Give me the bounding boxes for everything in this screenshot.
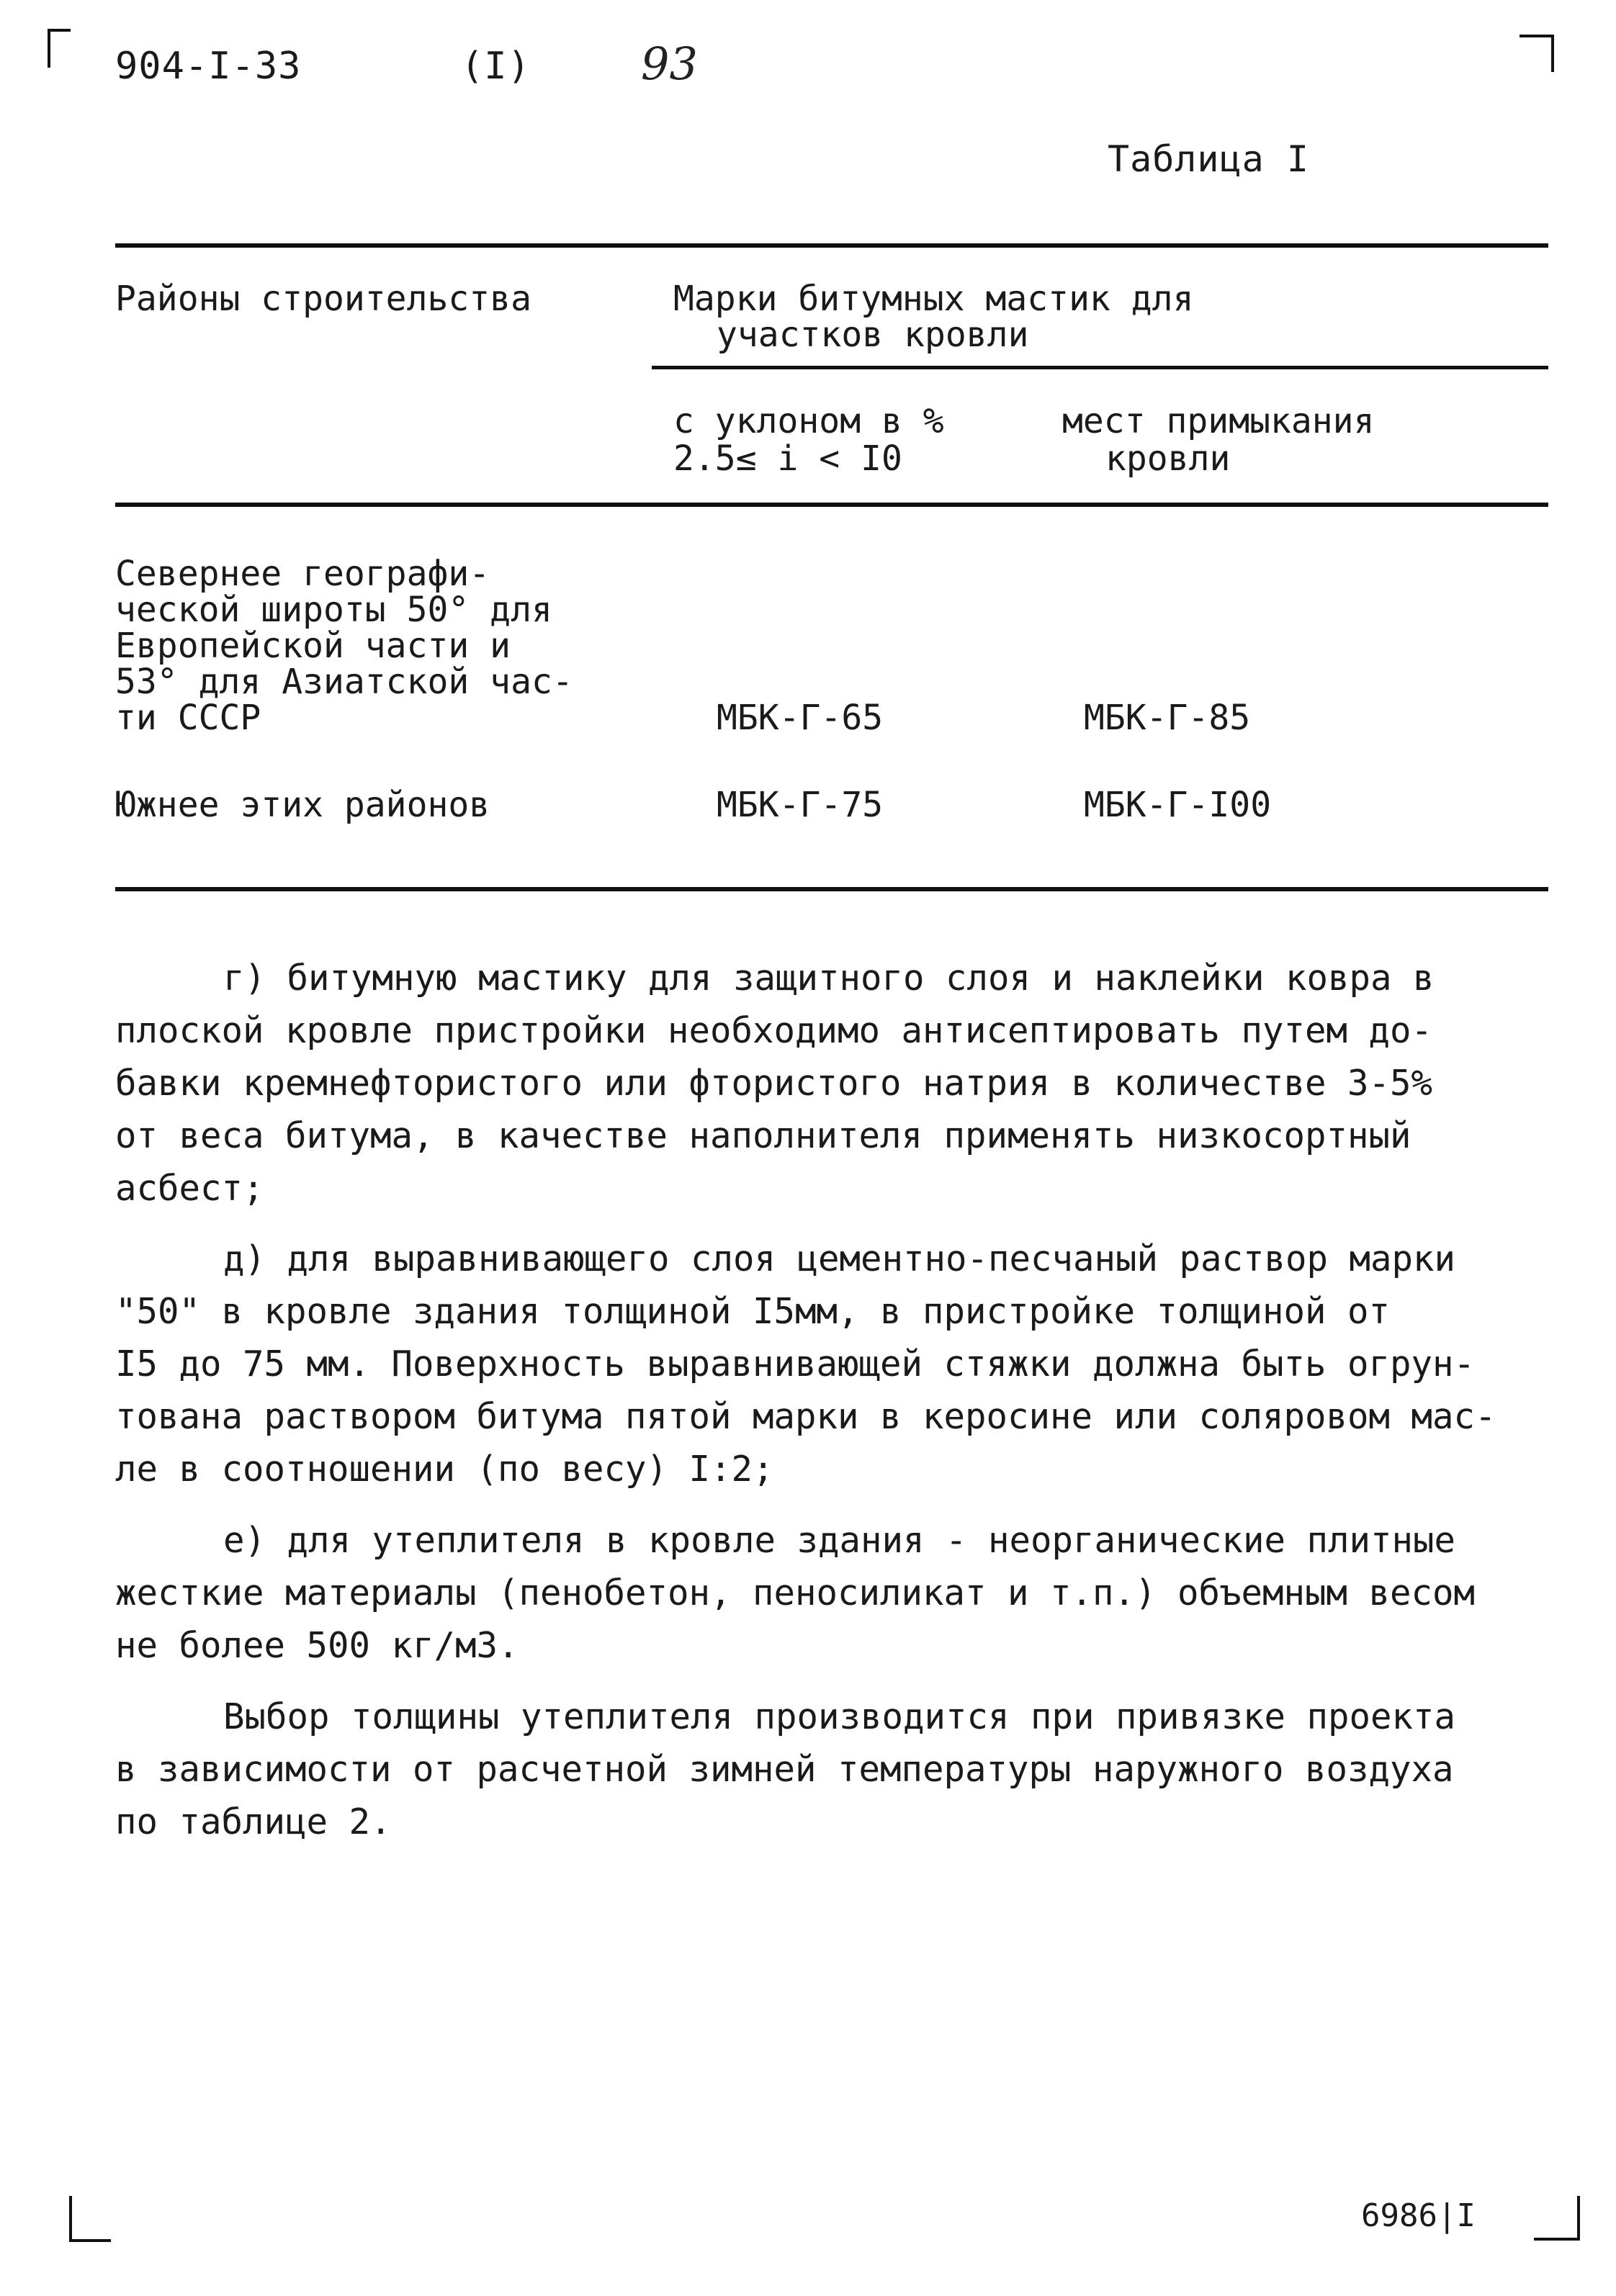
paragraph-line: не более 500 кг/м3. xyxy=(115,1625,519,1666)
paragraph-line: е) для утеплителя в кровле здания - неорганические плитные xyxy=(223,1520,1456,1561)
paragraph-line: г) битумную мастику для защитного слоя и наклейки ковра в xyxy=(223,958,1435,999)
table-top-rule xyxy=(115,243,1548,248)
column-header-slope-line1: с уклоном в % xyxy=(673,401,944,441)
region-line: Севернее географи- xyxy=(115,554,490,594)
header-bottom-rule xyxy=(115,503,1548,507)
paragraph-line: плоской кровле пристройки необходимо антисептировать путем до- xyxy=(115,1010,1433,1051)
column-header-junction-line1: мест примыкания xyxy=(1062,401,1375,441)
column-group-header-line1: Марки битумных мастик для xyxy=(673,279,1194,319)
region-line: ческой широты 50° для xyxy=(115,590,552,630)
paragraph-insulation-thickness xyxy=(115,1691,1541,1848)
column-group-header-line2: участков кровли xyxy=(717,315,1029,355)
column-header-regions: Районы строительства xyxy=(115,279,531,319)
crop-mark-top-left xyxy=(48,29,71,68)
region-line: 53° для Азиатской час- xyxy=(115,662,573,702)
crop-mark-bottom-right xyxy=(1534,2196,1580,2241)
paragraph-line: I5 до 75 мм. Поверхность выравнивающей стяжки должна быть огрун- xyxy=(115,1343,1476,1385)
paragraph-d xyxy=(115,1233,1541,1495)
crop-mark-bottom-left xyxy=(69,2196,111,2242)
paragraph-line: по таблице 2. xyxy=(115,1801,392,1842)
paragraph-line: д) для выравнивающего слоя цементно-песчаный раствор марки xyxy=(223,1238,1456,1279)
paragraph-line: Выбор толщины утеплителя производится при привязке проекта xyxy=(223,1696,1456,1737)
document-code: 904-I-33 xyxy=(115,45,302,88)
paragraph-g xyxy=(115,952,1541,1215)
column-header-slope-line2: 2.5≤ i < I0 xyxy=(673,438,902,479)
slope-grade-value: МБК-Г-65 xyxy=(717,698,884,738)
slope-grade-value: МБК-Г-75 xyxy=(717,785,884,825)
paragraph-line: в зависимости от расчетной зимней температуры наружного воздуха xyxy=(115,1749,1454,1790)
paragraph-line: асбест; xyxy=(115,1168,264,1209)
paragraph-line: ле в соотношении (по весу) I:2; xyxy=(115,1449,774,1490)
junction-grade-value: МБК-Г-I00 xyxy=(1084,785,1272,825)
column-header-junction-line2: кровли xyxy=(1105,438,1231,479)
document-part: (I) xyxy=(461,45,531,88)
region-line: Европейской части и xyxy=(115,626,511,666)
junction-grade-value: МБК-Г-85 xyxy=(1084,698,1251,738)
paragraph-e xyxy=(115,1514,1541,1672)
region-line: Южнее этих районов xyxy=(115,785,490,825)
paragraph-line: от веса битума, в качестве наполнителя применять низкосортный xyxy=(115,1115,1411,1156)
archive-stamp: 6986|I xyxy=(1361,2197,1476,2234)
crop-mark-top-right xyxy=(1520,35,1554,72)
column-group-rule xyxy=(652,366,1548,369)
region-line: ти СССР xyxy=(115,698,261,738)
paragraph-line: тована раствором битума пятой марки в керосине или соляровом мас- xyxy=(115,1396,1496,1437)
paragraph-line: бавки кремнефтористого или фтористого натрия в количестве 3-5% xyxy=(115,1063,1433,1104)
paragraph-line: "50" в кровле здания толщиной I5мм, в пристройке толщиной от xyxy=(115,1291,1391,1332)
table-caption: Таблица I xyxy=(1108,138,1309,180)
page-number-handwritten: 93 xyxy=(641,37,698,90)
paragraph-line: жесткие материалы (пенобетон, пеносиликат и т.п.) объемным весом xyxy=(115,1572,1476,1613)
table-row xyxy=(115,556,573,736)
table-bottom-rule xyxy=(115,887,1548,891)
